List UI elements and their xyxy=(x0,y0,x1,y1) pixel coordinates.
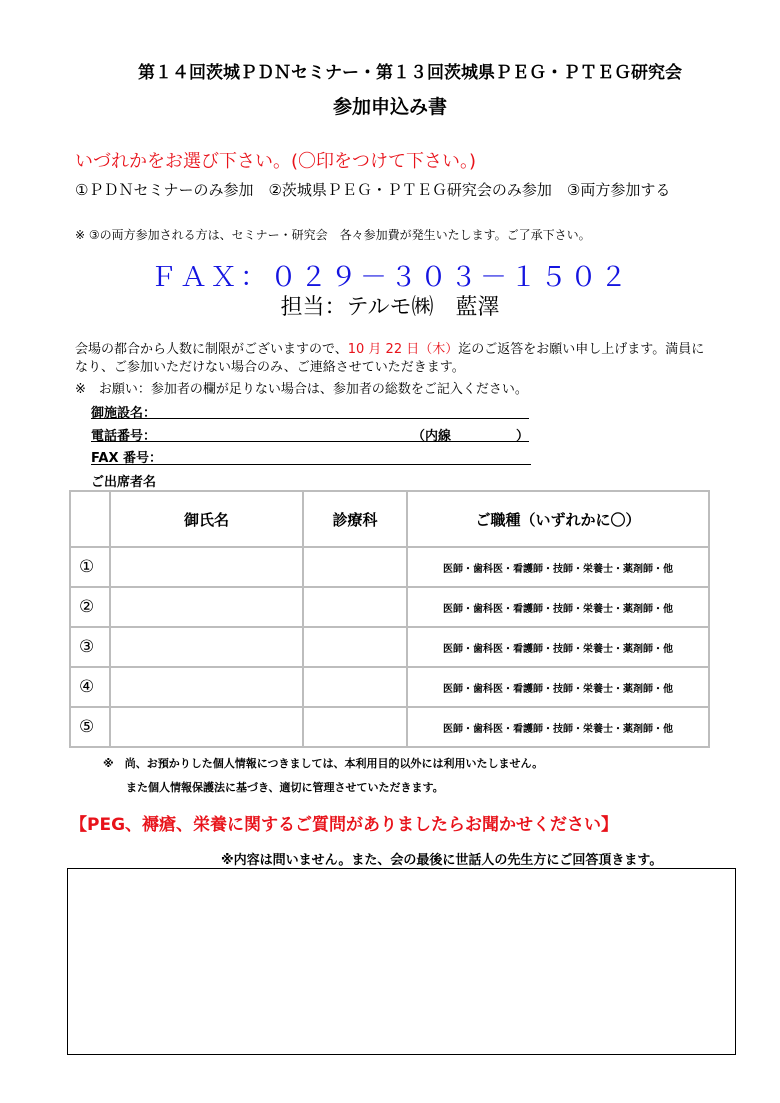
name-cell[interactable] xyxy=(110,547,303,587)
attendees-label: ご出席者名 xyxy=(91,475,157,490)
header-job: ご職種（いずれかに〇） xyxy=(407,491,709,547)
questions-note: ※内容は問いません。また、会の最後に世話人の先生方にご回答頂きます。 xyxy=(221,853,663,868)
dept-cell[interactable] xyxy=(303,547,407,587)
fax-field[interactable] xyxy=(91,464,531,465)
table-row xyxy=(70,587,709,627)
form-subtitle: 参加申込み書 xyxy=(332,96,447,118)
dept-cell[interactable] xyxy=(303,587,407,627)
notice-text-after: 迄のご返答をお願い申し上げます。満員になり、ご参加いただけない場合のみ、ご連絡させていただきます。 xyxy=(75,342,705,375)
fax-number: ＦＡＸ：０２９－３０３－１５０２ xyxy=(150,262,630,293)
name-cell[interactable] xyxy=(110,667,303,707)
extension-close: ） xyxy=(516,429,530,444)
fax-label: FAX 番号： xyxy=(91,451,162,466)
row-number: ③ xyxy=(70,627,110,667)
attendee-table xyxy=(69,490,710,748)
reply-deadline: 10 月 22 日（木） xyxy=(347,342,459,357)
dept-cell[interactable] xyxy=(303,707,407,747)
questions-heading: 【PEG、褥瘡、栄養に関するご質問がありましたらお聞かせください】 xyxy=(70,815,619,835)
contact-person: 担当：テルモ㈱ 藍澤 xyxy=(280,295,500,320)
job-options[interactable]: 医師・歯科医・看護師・技師・栄養士・薬剤師・他 xyxy=(407,627,709,667)
name-cell[interactable] xyxy=(110,587,303,627)
row-number: ④ xyxy=(70,667,110,707)
phone-field[interactable] xyxy=(91,441,529,442)
deadline-notice xyxy=(75,341,715,377)
privacy-note-2: また個人情報保護法に基づき、適切に管理させていただきます。 xyxy=(126,781,444,794)
extension-label: （内線 xyxy=(412,429,452,444)
name-cell[interactable] xyxy=(110,707,303,747)
form-title: 第１４回茨城ＰＤＮセミナー・第１３回茨城県ＰＥＧ・ＰＴＥＧ研究会 xyxy=(138,63,682,83)
job-options[interactable]: 医師・歯科医・看護師・技師・栄養士・薬剤師・他 xyxy=(407,667,709,707)
notice-text-before: 会場の都合から人数に制限がございますので、 xyxy=(75,342,348,357)
phone-label: 電話番号： xyxy=(91,429,157,444)
header-no xyxy=(70,491,110,547)
header-name: 御氏名 xyxy=(110,491,303,547)
job-options[interactable]: 医師・歯科医・看護師・技師・栄養士・薬剤師・他 xyxy=(407,587,709,627)
row-number: ① xyxy=(70,547,110,587)
table-row xyxy=(70,707,709,747)
row-number: ② xyxy=(70,587,110,627)
privacy-note-1: ※ 尚、お預かりした個人情報につきましては、本利用目的以外には利用いたしません。 xyxy=(103,757,544,770)
fee-note: ※ ③の両方参加される方は、セミナー・研究会 各々参加費が発生いたします。ご了承下さい。 xyxy=(75,228,591,242)
choice-instruction: いづれかをお選び下さい。(〇印をつけて下さい。) xyxy=(75,151,477,172)
row-number: ⑤ xyxy=(70,707,110,747)
job-options[interactable]: 医師・歯科医・看護師・技師・栄養士・薬剤師・他 xyxy=(407,547,709,587)
attendance-options: ①ＰＤＮセミナーのみ参加 ②茨城県ＰＥＧ・ＰＴＥＧ研究会のみ参加 ③両方参加する xyxy=(75,181,671,199)
name-cell[interactable] xyxy=(110,627,303,667)
table-row xyxy=(70,547,709,587)
attendee-request-note: ※ お願い：参加者の欄が足りない場合は、参加者の総数をご記入ください。 xyxy=(75,382,528,397)
job-options[interactable]: 医師・歯科医・看護師・技師・栄養士・薬剤師・他 xyxy=(407,707,709,747)
questions-textarea[interactable] xyxy=(67,868,736,1055)
dept-cell[interactable] xyxy=(303,667,407,707)
facility-label: 御施設名： xyxy=(91,406,157,421)
header-dept: 診療科 xyxy=(303,491,407,547)
table-row xyxy=(70,627,709,667)
facility-field[interactable] xyxy=(91,418,529,419)
table-header-row xyxy=(70,491,709,547)
table-row xyxy=(70,667,709,707)
dept-cell[interactable] xyxy=(303,627,407,667)
